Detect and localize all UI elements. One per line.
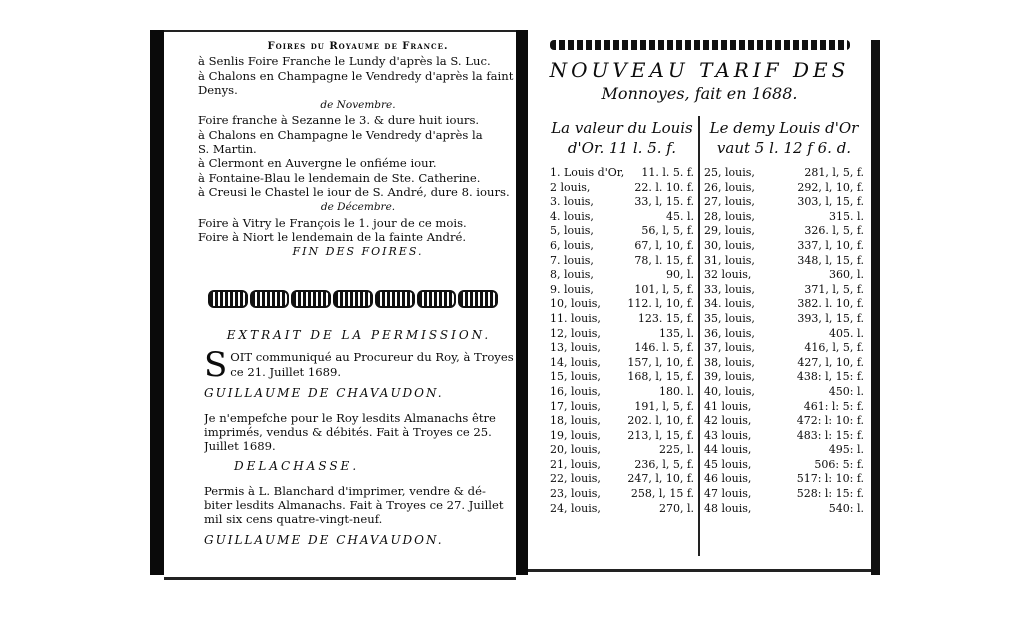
louis-count: 26, louis,: [704, 180, 755, 194]
louis-count: 24, louis,: [550, 501, 601, 515]
tariff-row: [550, 254, 694, 269]
tariff-row: [550, 283, 694, 298]
permission-line: Je n'empefche pour le Roy lesdits Almanachs être: [204, 410, 496, 425]
louis-count: 2 louis,: [550, 180, 591, 194]
fair-entry: S. Martin.: [198, 142, 257, 157]
end-of-fairs: FIN DES FOIRES.: [292, 245, 424, 259]
book-spread: [150, 30, 880, 575]
louis-value: 67, l, 10, f.: [634, 238, 694, 252]
tariff-row: [704, 327, 864, 342]
tariff-row: [550, 195, 694, 210]
louis-value: 112. l, 10, f.: [627, 297, 694, 311]
louis-value: 258, l, 15 f.: [630, 487, 694, 501]
permission-para-3: [204, 484, 514, 527]
fair-entry: Foire franche à Sezanne le 3. & dure huit iours.: [198, 113, 480, 128]
louis-value: 157, l, 10, f.: [627, 355, 694, 369]
louis-count: 13, louis,: [550, 341, 601, 355]
fairs-listing: [198, 40, 518, 259]
louis-count: 28, louis,: [704, 209, 755, 223]
tariff-row: [704, 297, 864, 312]
tariff-row: [550, 341, 694, 356]
louis-count: 30, louis,: [704, 238, 755, 252]
louis-count: 18, louis,: [550, 414, 601, 428]
louis-count: 47 louis,: [704, 487, 752, 501]
louis-value: 22. l. 10. f.: [634, 180, 694, 194]
louis-count: 11. louis,: [550, 311, 601, 325]
louis-value: 483: l: 15: f.: [796, 428, 864, 442]
left-page: [164, 30, 516, 580]
tariff-row: [550, 443, 694, 458]
tariff-row: [704, 458, 864, 473]
louis-count: 25, louis,: [704, 166, 755, 179]
tariff-row: [550, 312, 694, 327]
louis-value: 270, l.: [658, 501, 694, 515]
louis-count: 31, louis,: [704, 253, 755, 267]
november-heading: de Novembre.: [320, 99, 396, 112]
louis-value: 326. l, 5, f.: [804, 224, 864, 238]
december-heading: de Décembre.: [320, 201, 396, 214]
tariff-row: [704, 385, 864, 400]
louis-count: 22, louis,: [550, 472, 601, 486]
louis-value: 247, l, 10, f.: [627, 472, 694, 486]
right-cover-edge: [871, 40, 880, 575]
fair-entry: à Clermont en Auvergne le onfiéme iour.: [198, 156, 437, 171]
louis-value: 528: l: 15: f.: [796, 487, 864, 501]
fair-entry: à Creusi le Chastel le iour de S. André, dure 8. iours.: [198, 184, 510, 199]
louis-value: 180. l.: [658, 384, 694, 398]
tariff-row: [550, 356, 694, 371]
permission-line: Juillet 1689.: [204, 439, 276, 454]
tariff-row: [550, 224, 694, 239]
drop-cap: S: [204, 345, 228, 386]
tariff-row: [704, 443, 864, 458]
louis-count: 34. louis,: [704, 297, 755, 311]
tariff-row: [550, 487, 694, 502]
louis-count: 23, louis,: [550, 487, 601, 501]
tariff-row: [704, 195, 864, 210]
tariff-row: [704, 181, 864, 196]
november-entries: [198, 113, 518, 199]
louis-value: 135, l.: [658, 326, 694, 340]
permission-line: imprimés, vendus & débités. Fait à Troyes ce 25.: [204, 424, 492, 439]
louis-count: 17, louis,: [550, 399, 601, 413]
louis-value: 427, l, 10, f.: [797, 355, 864, 369]
louis-count: 44 louis,: [704, 443, 752, 457]
louis-value: 393, l, 15, f.: [797, 311, 864, 325]
louis-count: 41 louis,: [704, 399, 752, 413]
permission-line: Permis à L. Blanchard d'imprimer, vendre & dé-: [204, 483, 486, 498]
tariff-row: [704, 502, 864, 517]
louis-count: 32 louis,: [704, 268, 752, 282]
louis-value: 90, l.: [665, 268, 694, 282]
louis-count: 9. louis,: [550, 282, 594, 296]
louis-value: 78, l. 15, f.: [634, 253, 694, 267]
permission-para-1: [204, 345, 514, 386]
louis-count: 43 louis,: [704, 428, 752, 442]
tariff-row: [550, 268, 694, 283]
louis-value: 281, l, 5, f.: [804, 166, 864, 179]
right-column-heading: Le demy Louis d'Or vaut 5 l. 12 f 6. d.: [709, 119, 859, 157]
fair-entry: à Chalons en Champagne le Vendredy d'après la: [198, 127, 483, 142]
louis-value: 236, l, 5, f.: [634, 457, 694, 471]
louis-value: 202. l, 10, f.: [627, 414, 694, 428]
tariff-row: [704, 414, 864, 429]
louis-value: 315. l.: [828, 209, 864, 223]
louis-value: 213, l, 15, f.: [627, 428, 694, 442]
fair-entry: Denys.: [198, 82, 238, 97]
louis-value: 506: 5: f.: [814, 457, 864, 471]
tariff-row: [704, 224, 864, 239]
louis-value: 168, l, 15, f.: [627, 370, 694, 384]
tariff-row: [550, 400, 694, 415]
permission-para-2: [204, 411, 514, 454]
tariff-row: [550, 297, 694, 312]
tariff-row: [704, 239, 864, 254]
louis-value: 225, l.: [658, 443, 694, 457]
louis-count: 7. louis,: [550, 253, 594, 267]
louis-count: 46 louis,: [704, 472, 752, 486]
louis-count: 37, louis,: [704, 341, 755, 355]
louis-value: 33, l, 15. f.: [634, 195, 694, 209]
right-page: [528, 34, 871, 572]
permission-line: mil six cens quatre-vingt-neuf.: [204, 512, 383, 527]
tariff-row: [550, 239, 694, 254]
louis-count: 29, louis,: [704, 224, 755, 238]
louis-value: 438: l, 15: f.: [796, 370, 864, 384]
louis-value: 360, l.: [828, 268, 864, 282]
signature-delachasse: DELACHASSE.: [234, 459, 360, 474]
tariff-row: [704, 210, 864, 225]
column-divider: [698, 116, 700, 556]
louis-value: 11. l. 5. f.: [641, 166, 694, 179]
louis-value: 348, l, 15, f.: [797, 253, 864, 267]
louis-count: 36, louis,: [704, 326, 755, 340]
tariff-row: [704, 268, 864, 283]
louis-value: 292, l, 10, f.: [797, 180, 864, 194]
tariff-row: [550, 414, 694, 429]
tariff-row: [704, 166, 864, 181]
louis-count: 14, louis,: [550, 355, 601, 369]
tariff-table-right: [704, 166, 864, 516]
december-entries: [198, 216, 518, 245]
louis-count: 16, louis,: [550, 384, 601, 398]
tariff-row: [704, 283, 864, 298]
louis-value: 450: l.: [828, 384, 864, 398]
tariff-row: [550, 458, 694, 473]
top-ornament: [550, 40, 850, 50]
tariff-row: [550, 327, 694, 342]
fair-entry: à Chalons en Champagne le Vendredy d'après la faint: [198, 68, 514, 83]
fair-entry: à Senlis Foire Franche le Lundy d'après la S. Luc.: [198, 54, 491, 69]
louis-value: 371, l, 5, f.: [804, 282, 864, 296]
louis-value: 382. l. 10, f.: [797, 297, 864, 311]
permission-line: biter lesdits Almanachs. Fait à Troyes ce 27. Juillet: [204, 498, 504, 513]
tariff-row: [704, 341, 864, 356]
signature-chavaudon-2: GUILLAUME DE CHAVAUDON.: [204, 532, 444, 547]
louis-value: 461: l: 5: f.: [803, 399, 864, 413]
louis-value: 495: l.: [828, 443, 864, 457]
louis-value: 303, l, 15, f.: [797, 195, 864, 209]
tariff-row: [550, 166, 694, 181]
louis-count: 21, louis,: [550, 457, 601, 471]
louis-count: 6, louis,: [550, 238, 594, 252]
louis-count: 1. Louis d'Or,: [550, 166, 625, 179]
left-cover-edge: [150, 30, 164, 575]
louis-count: 42 louis,: [704, 414, 752, 428]
louis-value: 337, l, 10, f.: [797, 238, 864, 252]
fair-entry: Foire à Vitry le François le 1. jour de ce mois.: [198, 215, 467, 230]
permission-line: ce 21. Juillet 1689.: [230, 364, 342, 379]
louis-value: 45. l.: [665, 209, 694, 223]
louis-count: 27, louis,: [704, 195, 755, 209]
louis-value: 405. l.: [828, 326, 864, 340]
permission-line: OIT communiqué au Procureur du Roy, à Troyes: [230, 350, 514, 365]
louis-count: 48 louis,: [704, 501, 752, 515]
louis-count: 15, louis,: [550, 370, 601, 384]
louis-count: 12, louis,: [550, 326, 601, 340]
louis-value: 146. l. 5, f.: [634, 341, 694, 355]
louis-value: 123. 15, f.: [637, 311, 694, 325]
tariff-title: NOUVEAU TARIF DES: [549, 58, 850, 82]
louis-count: 20, louis,: [550, 443, 601, 457]
louis-count: 4. louis,: [550, 209, 594, 223]
tariff-row: [704, 356, 864, 371]
tariff-row: [704, 400, 864, 415]
tariff-row: [704, 472, 864, 487]
tariff-row: [704, 312, 864, 327]
louis-value: 517: l: 10: f.: [796, 472, 864, 486]
louis-value: 101, l, 5, f.: [634, 282, 694, 296]
louis-count: 40, louis,: [704, 384, 755, 398]
louis-count: 3. louis,: [550, 195, 594, 209]
louis-count: 38, louis,: [704, 355, 755, 369]
tariff-row: [550, 472, 694, 487]
book-gutter: [516, 30, 528, 575]
signature-chavaudon-1: GUILLAUME DE CHAVAUDON.: [204, 386, 444, 401]
permission-extract: [204, 328, 514, 547]
october-entries: [198, 54, 518, 97]
tariff-row: [704, 370, 864, 385]
running-head: Foires du Royaume de France.: [267, 41, 449, 52]
permission-title: EXTRAIT DE LA PERMISSION.: [226, 328, 492, 342]
left-column-heading: La valeur du Louis d'Or. 11 l. 5. f.: [551, 119, 693, 157]
louis-count: 35, louis,: [704, 311, 755, 325]
louis-count: 8, louis,: [550, 268, 594, 282]
louis-value: 56, l, 5, f.: [641, 224, 694, 238]
tariff-row: [550, 210, 694, 225]
louis-count: 19, louis,: [550, 428, 601, 442]
tariff-subtitle: Monnoyes, fait en 1688.: [601, 84, 798, 103]
louis-value: 540: l.: [828, 501, 864, 515]
tariff-row: [704, 487, 864, 502]
fair-entry: à Fontaine-Blau le lendemain de Ste. Catherine.: [198, 170, 481, 185]
louis-value: 191, l, 5, f.: [634, 399, 694, 413]
tariff-row: [550, 181, 694, 196]
fair-entry: Foire à Niort le lendemain de la fainte André.: [198, 229, 467, 244]
louis-count: 39, louis,: [704, 370, 755, 384]
louis-count: 45 louis,: [704, 457, 752, 471]
louis-count: 10, louis,: [550, 297, 601, 311]
louis-value: 416, l, 5, f.: [804, 341, 864, 355]
tariff-row: [550, 429, 694, 444]
ornament-divider: [208, 290, 498, 308]
tariff-row: [550, 370, 694, 385]
tariff-table-left: [550, 166, 694, 516]
tariff-row: [704, 254, 864, 269]
tariff-row: [550, 385, 694, 400]
tariff-row: [704, 429, 864, 444]
louis-count: 33, louis,: [704, 282, 755, 296]
louis-value: 472: l: 10: f.: [796, 414, 864, 428]
tariff-row: [550, 502, 694, 517]
louis-count: 5, louis,: [550, 224, 594, 238]
